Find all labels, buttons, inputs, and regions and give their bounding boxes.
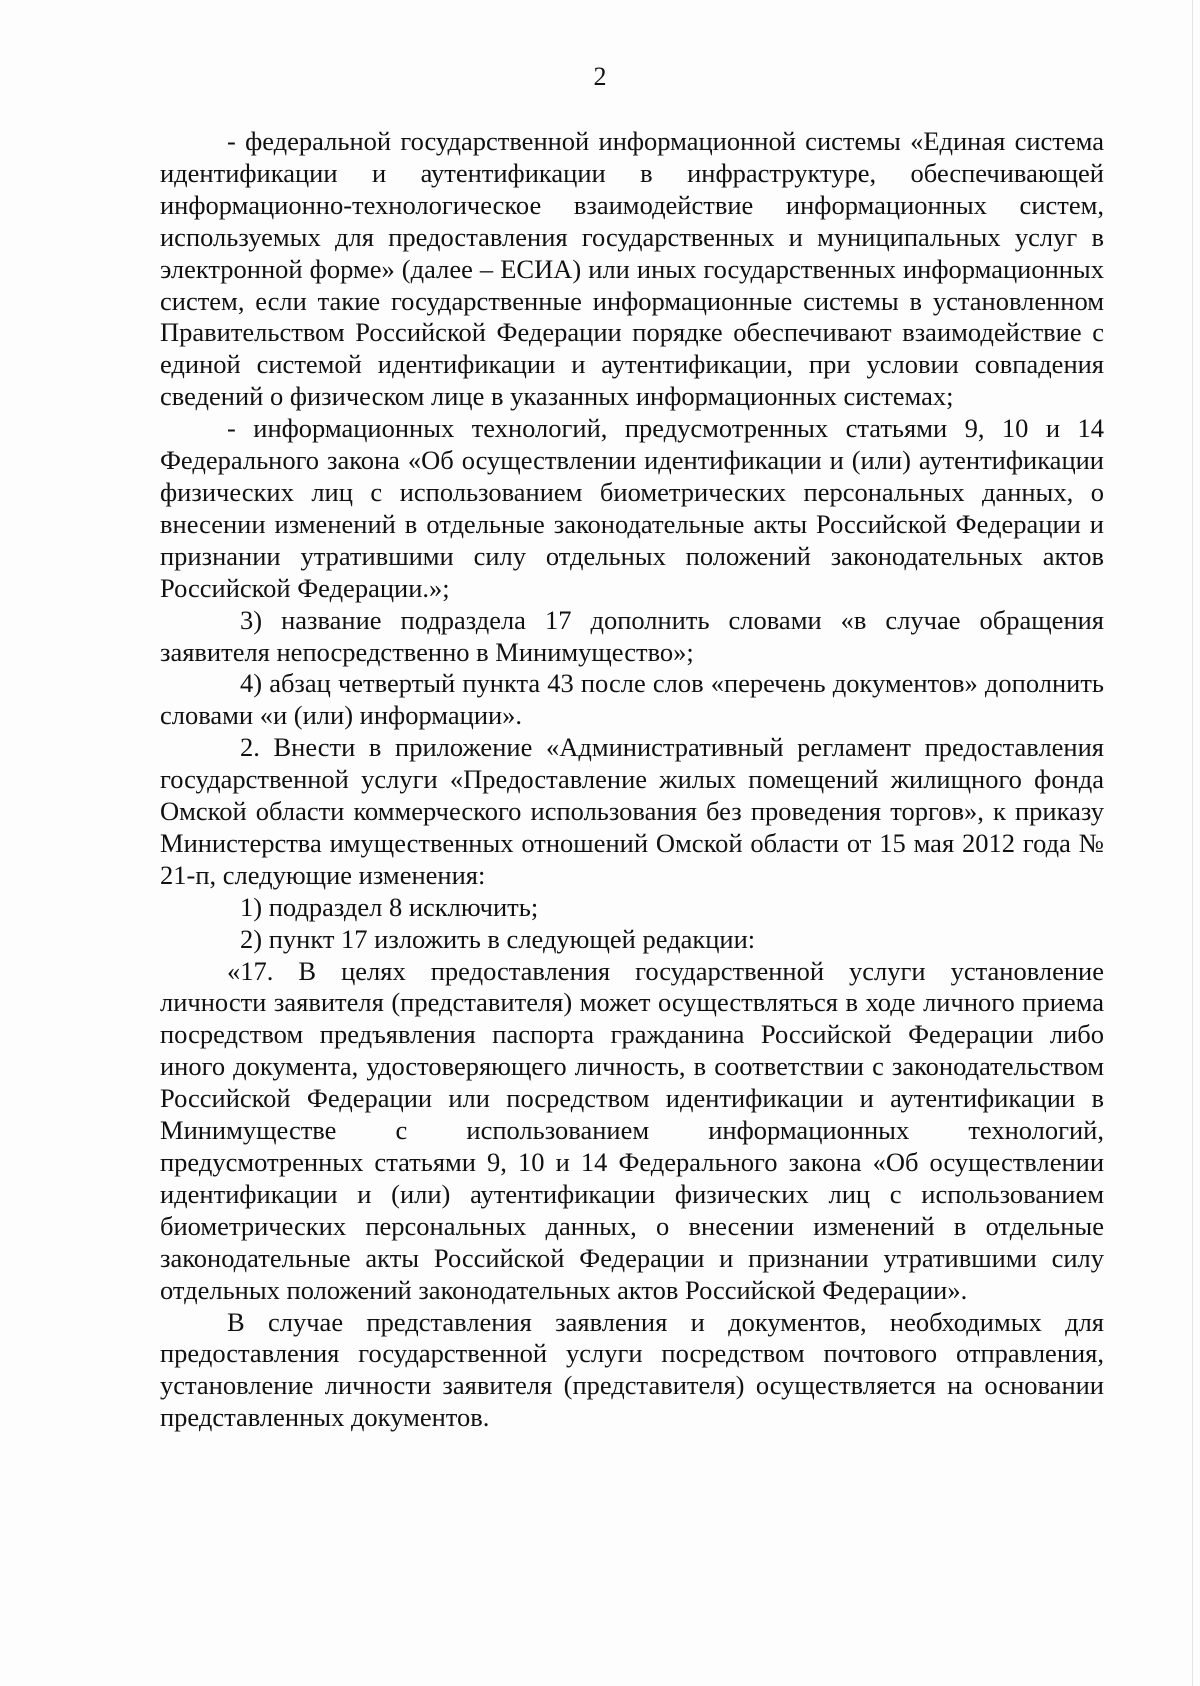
paragraph-section-2: 2. Внести в приложение «Административный регламент предоставления государственной услуги «Предоставление жилых помещений жилищного фонда Омской области коммерческого использования без проведения торгов», к приказу Министерства имущественных отношений Омской области от 15 мая 2012 года № 21-п, следующие изменения:: [160, 732, 1104, 890]
page-edge: [1192, 0, 1193, 1686]
page-number: 2: [593, 62, 607, 91]
paragraph-item-3: 3) название подраздела 17 дополнить словами «в случае обращения заявителя непосредственно в Минимущество»;: [160, 604, 1104, 667]
paragraph-esia: - федеральной государственной информационной системы «Единая система идентификации и аутентификации в инфраструктуре, обеспечивающей информационно-технологическое взаимодействие информационных систем, используемых для предоставления государственных и муниципальных услуг в электронной форме» (далее – ЕСИА) или иных государственных информационных систем, если такие государственные информационные системы в установленном Правительством Российской Федерации порядке обеспечивают взаимодействие с единой системой идентификации и аутентификации, при условии совпадения сведений о физическом лице в указанных информационных системах;: [160, 126, 1104, 412]
paragraph-subitem-1: 1) подраздел 8 исключить;: [240, 891, 539, 922]
paragraph-clause-17: «17. В целях предоставления государственной услуги установление личности заявителя (представителя) может осуществляться в ходе личного приема посредством предъявления паспорта гражданина Российской Федерации либо иного документа, удостоверяющего личность, в соответствии с законодательством Российской Федерации или посредством идентификации и аутентификации в Минимуществе с использованием информационных технологий, предусмотренных статьями 9, 10 и 14 Федерального закона «Об осуществлении идентификации и (или) аутентификации физических лиц с использованием биометрических персональных данных, о внесении изменений в отдельные законодательные акты Российской Федерации и признании утратившими силу отдельных положений законодательных актов Российской Федерации».: [160, 955, 1104, 1305]
document-body: [160, 126, 1104, 1434]
paragraph-biometric-technologies: - информационных технологий, предусмотренных статьями 9, 10 и 14 Федерального закона «Об осуществлении идентификации и (или) аутентификации физических лиц с использованием биометрических персональных данных, о внесении изменений в отдельные законодательные акты Российской Федерации и признании утратившими силу отдельных положений законодательных актов Российской Федерации.»;: [160, 413, 1104, 603]
paragraph-item-4: 4) абзац четвертый пункта 43 после слов «перечень документов» дополнить словами «и (или) информации».: [160, 668, 1104, 731]
paragraph-postal-identification: В случае представления заявления и документов, необходимых для предоставления государственной услуги посредством почтового отправления, установление личности заявителя (представителя) осуществляется на основании представленных документов.: [160, 1306, 1104, 1433]
paragraph-subitem-2: 2) пункт 17 изложить в следующей редакции:: [240, 923, 756, 954]
